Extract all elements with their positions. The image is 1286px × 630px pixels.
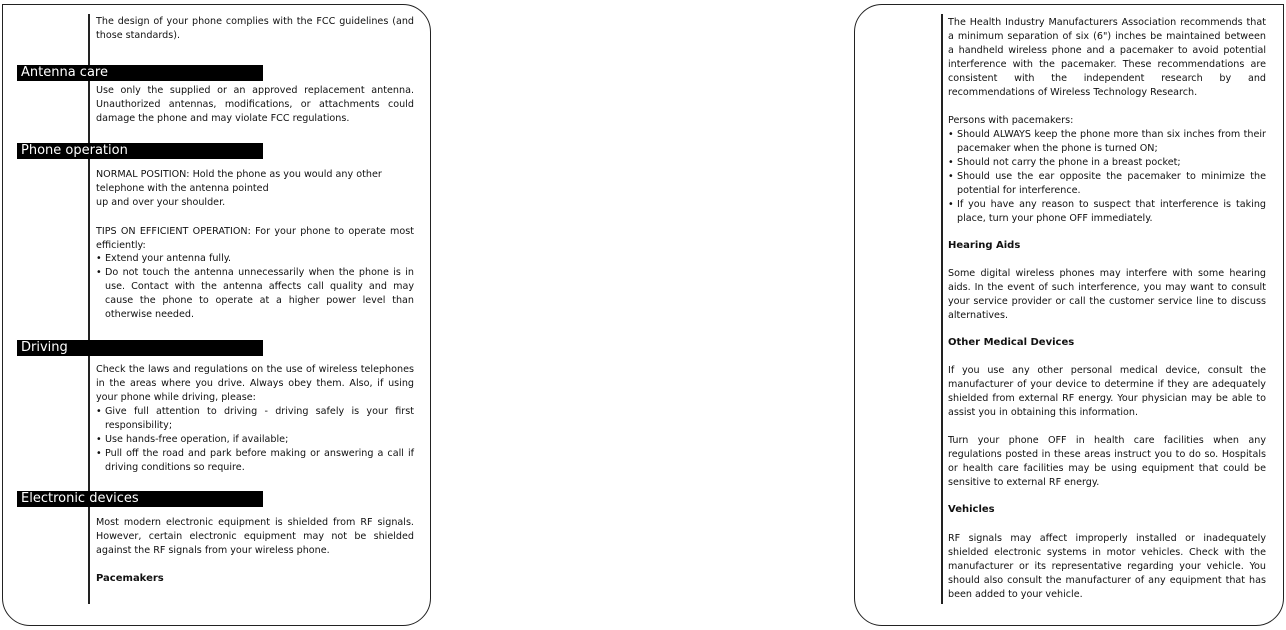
hima-text: The Health Industry Manufacturers Association recommends that a minimum separation of six (6") inches be maintained between a handheld wireless phone and a pacemaker to avoid potential interference with the pacemaker. These recommendations are consistent with the independent research by and recommendations of Wireless Technology Research. <box>948 17 1266 98</box>
list-item: • Should ALWAYS keep the phone more than six inches from their pacemaker when the phone is turned ON; <box>948 128 1266 156</box>
left-margin-rule <box>88 14 90 604</box>
list-item: • Give full attention to driving - driving safely is your first responsibility; <box>96 405 414 433</box>
tips-list <box>96 252 414 322</box>
normal-position-line-1: NORMAL POSITION: Hold the phone as you would any other <box>96 169 382 180</box>
other-medical-text-2: Turn your phone OFF in health care facilities when any regulations posted in these areas instruct you to do so. Hospitals or health care facilities may be using equipment that could be sensitive to external RF energy. <box>948 435 1266 488</box>
normal-position-line-2: telephone with the antenna pointed <box>96 183 269 194</box>
driving-intro-text: Check the laws and regulations on the use of wireless telephones in the areas where you drive. Always obey them. Also, if using your phone while driving, please: <box>96 364 414 403</box>
hearing-aids-heading: Hearing Aids <box>948 240 1021 251</box>
section-bar-electronic-devices: Electronic devices <box>17 491 263 507</box>
list-item: • Should use the ear opposite the pacemaker to minimize the potential for interference. <box>948 170 1266 198</box>
list-item: • Do not touch the antenna unnecessarily when the phone is in use. Contact with the antenna affects call quality and may cause the phone to operate at a higher power level than otherwise needed. <box>96 266 414 322</box>
list-item: • Pull off the road and park before making or answering a call if driving conditions so require. <box>96 447 414 475</box>
antenna-care-text: Use only the supplied or an approved replacement antenna. Unauthorized antennas, modifications, or attachments could damage the phone and may violate FCC regulations. <box>96 85 414 124</box>
intro-text: The design of your phone complies with the FCC guidelines (and those standards). <box>96 16 414 41</box>
normal-position-line-3: up and over your shoulder. <box>96 197 226 208</box>
vehicles-text: RF signals may affect improperly installed or inadequately shielded electronic systems in motor vehicles. Check with the manufacturer or its representative regarding your vehicle. You should also consult the manufacturer of any equipment that has been added to your vehicle. <box>948 533 1266 600</box>
normal-position-text <box>96 168 414 210</box>
tips-intro-text: TIPS ON EFFICIENT OPERATION: For your phone to operate most efficiently: <box>96 226 414 251</box>
other-medical-heading: Other Medical Devices <box>948 337 1075 348</box>
persons-list <box>948 128 1266 226</box>
other-medical-text-1: If you use any other personal medical device, consult the manufacturer of your device to determine if they are adequately shielded from external RF energy. Your physician may be able to assist you in obtaining this information. <box>948 365 1266 418</box>
section-bar-driving: Driving <box>17 340 263 356</box>
section-bar-antenna-care: Antenna care <box>17 65 263 81</box>
list-item: • Extend your antenna fully. <box>96 252 414 266</box>
right-margin-rule <box>941 14 943 604</box>
driving-list <box>96 405 414 475</box>
section-bar-phone-operation: Phone operation <box>17 143 263 159</box>
list-item: • Use hands-free operation, if available; <box>96 433 414 447</box>
electronic-devices-text: Most modern electronic equipment is shielded from RF signals. However, certain electronic equipment may not be shielded against the RF signals from your wireless phone. <box>96 517 414 556</box>
vehicles-heading: Vehicles <box>948 504 995 515</box>
pacemakers-heading: Pacemakers <box>96 573 164 584</box>
hearing-aids-text: Some digital wireless phones may interfere with some hearing aids. In the event of such interference, you may want to consult your service provider or call the customer service line to discuss alternatives. <box>948 268 1266 321</box>
list-item: • Should not carry the phone in a breast pocket; <box>948 156 1266 170</box>
list-item: • If you have any reason to suspect that interference is taking place, turn your phone OFF immediately. <box>948 198 1266 226</box>
persons-intro-text: Persons with pacemakers: <box>948 115 1074 126</box>
